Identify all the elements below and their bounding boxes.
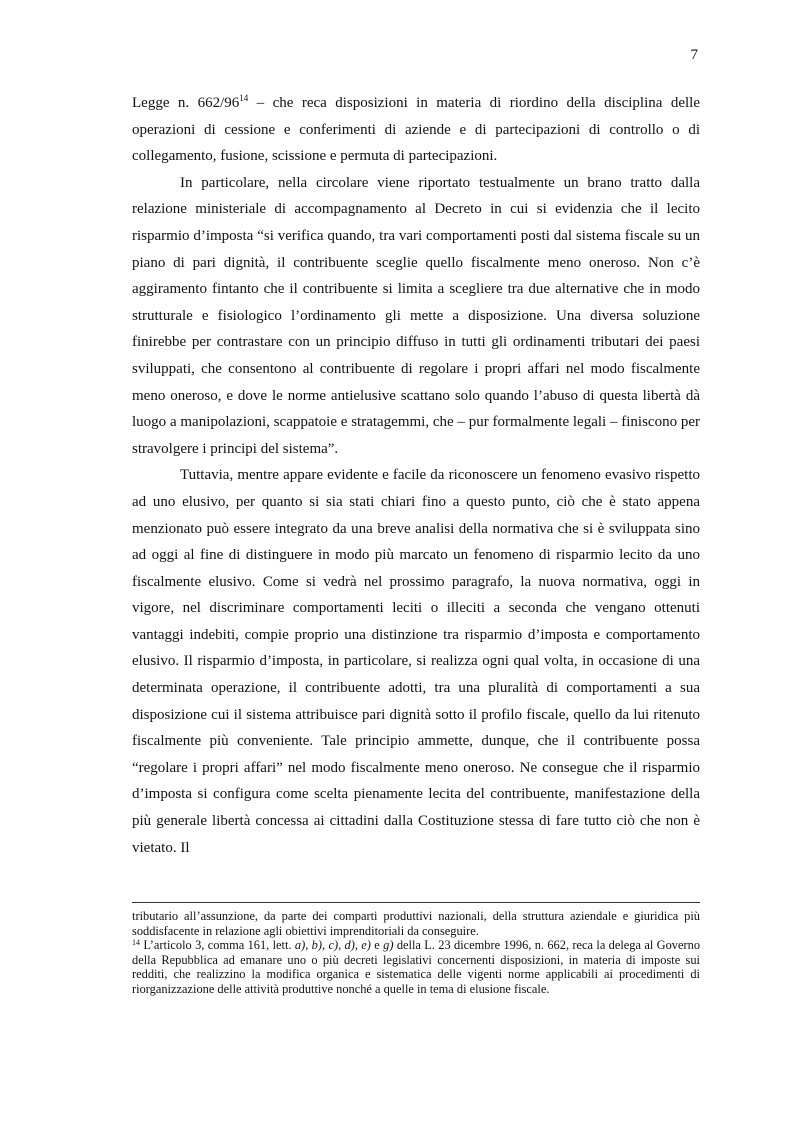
- footnote-14-text-a: L’articolo 3, comma 161, lett.: [140, 938, 295, 953]
- footnote-14-letters: a), b), c), d), e): [294, 938, 371, 953]
- footnote-ref-14: 14: [239, 93, 249, 103]
- paragraph-3: Tuttavia, mentre appare evidente e facile da riconoscere un fenomeno evasivo rispetto ad uno elusivo, per quanto si sia stati chiari fino a questo punto, ciò che è stato appena menzionato può essere integrato da una breve analisi della normativa che si è sviluppata sino ad oggi al fine di distinguere in modo più marcato un fenomeno di risparmio lecito da uno fiscalmente elusivo. Come si vedrà nel prossimo paragrafo, la nuova normativa, oggi in vigore, nel discriminare comportamenti leciti o illeciti a seconda che vengano ottenuti vantaggi indebiti, compie proprio una distinzione tra risparmio d’imposta e comportamento elusivo. Il risparmio d’imposta, in particolare, si realizza ogni qual volta, in occasione di una determinata operazione, il contribuente adotti, tra una pluralità di comportamenti a sua disposizione cui il sistema attribuisce pari dignità sotto il profilo fiscale, quello da lui ritenuto fiscalmente più conveniente. Tale principio ammette, dunque, che il contribuente possa “regolare i propri affari” nel modo fiscalmente meno oneroso. Ne consegue che il risparmio d’imposta si configura come scelta pienamente lecita del contribuente, manifestazione della più generale libertà concessa ai cittadini dalla Costituzione stessa di fare tutto ciò che non è vietato. Il: [132, 467, 700, 856]
- footnote-14-text-c: della L. 23 dicembre 1996, n. 662, reca la delega al Governo della Repubblica ad emanare uno o più decreti legislativi concernenti disposizioni, in materia di imposte sui redditi, che realizzino la modifica organica e sistematica delle vigenti norme applicabili ai procedimenti di riorganizzazione delle attività produttive nonché a quelle in tema di elusione fiscale.: [132, 938, 701, 996]
- paragraph-1-rest: – che reca disposizioni in materia di riordino della disciplina delle operazioni di cessione e conferimenti di aziende e di partecipazioni di controllo o di collegamento, fusione, scissione e permuta di partecipazioni.: [132, 95, 700, 165]
- footnote-14-number: 14: [132, 938, 140, 948]
- footnote-14-text-b: e: [370, 938, 384, 953]
- page-number: 7: [690, 47, 698, 63]
- paragraph-1-start: Legge n. 662/96: [132, 95, 240, 111]
- footnote-14: [132, 938, 700, 996]
- body-text: [132, 90, 700, 861]
- footnote-separator: [132, 902, 700, 903]
- footnote-continued: tributario all’assunzione, da parte dei comparti produttivi nazionali, della struttura aziendale e giuridica più soddisfacente in relazione agli obiettivi imprenditoriali da conseguire.: [132, 909, 700, 938]
- footnotes: [132, 909, 700, 997]
- paragraph-2: In particolare, nella circolare viene riportato testualmente un brano tratto dalla relazione ministeriale di accompagnamento al Decreto in cui si evidenzia che il lecito risparmio d’imposta “si verifica quando, tra vari comportamenti posti dal sistema fiscale su un piano di pari dignità, il contribuente sceglie quello fiscalmente meno oneroso. Non c’è aggiramento fintanto che il contribuente si limita a scegliere tra due alternative che in modo strutturale e fisiologico l’ordinamento gli mette a disposizione. Una diversa soluzione finirebbe per contrastare con un principio diffuso in tutti gli ordinamenti tributari dei paesi sviluppati, che consentono al contribuente di regolare i propri affari nel modo fiscalmente meno oneroso, e dove le norme antielusive scattano solo quando l’abuso di questa libertà dà luogo a manipolazioni, scappatoie e stratagemmi, che – pur formalmente legali – finiscono per stravolgere i principi del sistema”.: [132, 174, 700, 457]
- footnote-14-letter-g: g): [383, 938, 394, 953]
- paragraph-1: [132, 90, 700, 170]
